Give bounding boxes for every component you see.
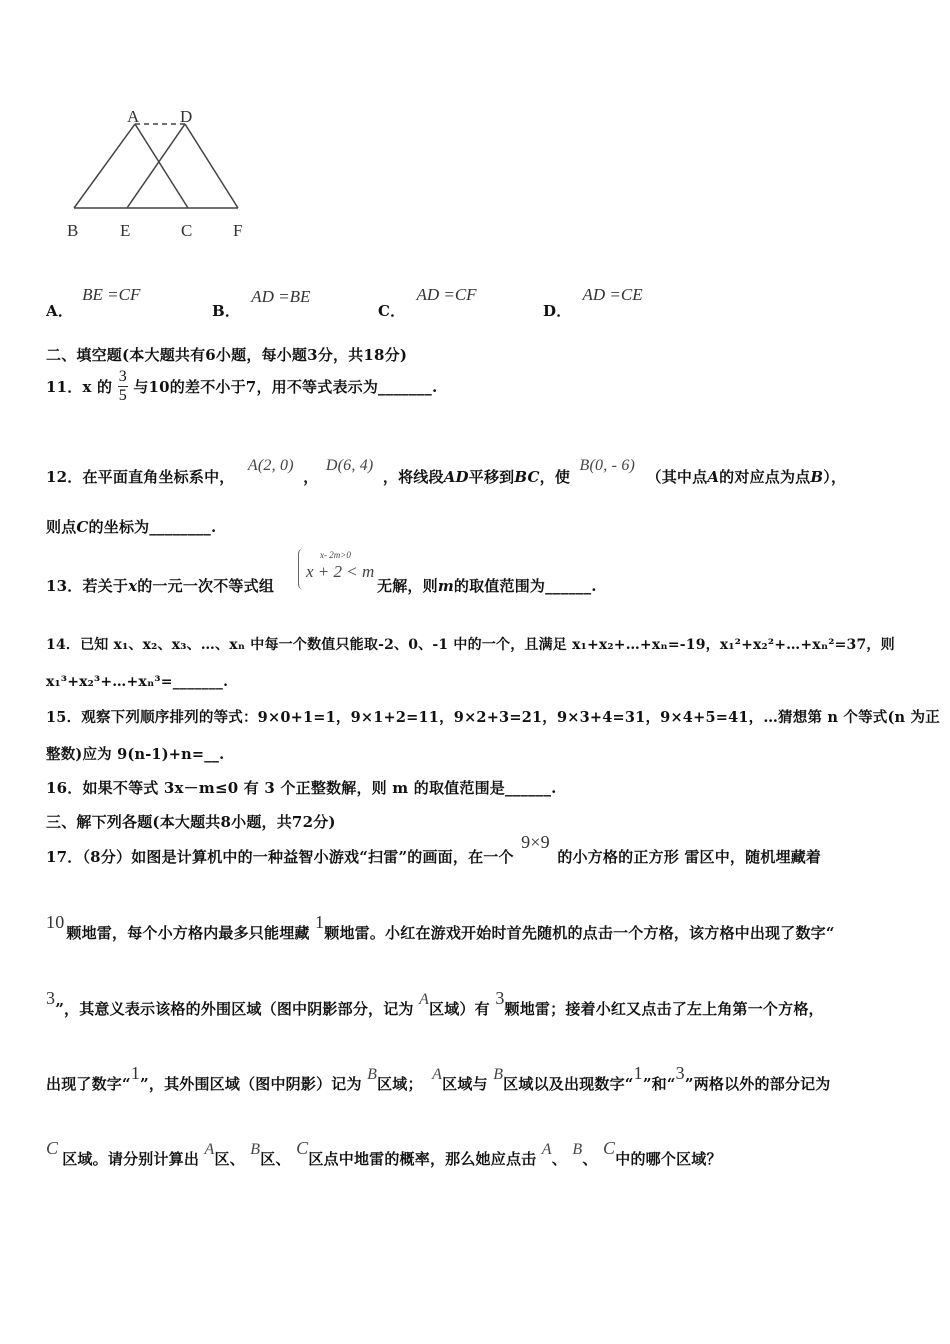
- q12-point-a: A(2, 0): [247, 457, 294, 474]
- q12-point-d: D(6, 4): [325, 457, 374, 474]
- q17-a-1: A: [419, 991, 430, 1008]
- question-14-line1: 14．已知 x₁、x₂、x₃、…、xₙ 中每一个数值只能取-2、0、-1 中的一个，且满足 x₁+x₂+…+xₙ=-19，x₁²+x₂²+…+xₙ²=37，则: [46, 637, 895, 653]
- option-c-letter: C．: [378, 302, 406, 320]
- q17-n1-b: 1: [130, 1063, 141, 1083]
- q12-bc: BC: [514, 468, 540, 486]
- q17-l5g: 中的哪个区域？: [615, 1150, 722, 1168]
- q13-system: [298, 548, 378, 596]
- q12-line2b: 的坐标为________.: [88, 518, 217, 536]
- section-3-title: 三、解下列各题(本大题共8小题，共72分): [46, 813, 336, 831]
- q17-a-3: A: [204, 1141, 215, 1158]
- option-a-letter: A．: [46, 302, 74, 320]
- q17-l2a: 颗地雷，每个小方格内最多只能埋藏: [66, 924, 310, 942]
- label-f: F: [233, 221, 243, 240]
- triangle-figure: [60, 100, 260, 250]
- q13-p2: 的一元一次不等式组: [137, 577, 275, 595]
- q11-fraction: [118, 368, 128, 405]
- q13-ineq1: x- 2m>0: [320, 550, 351, 560]
- q13-ineq2: x + 2 < m: [306, 562, 375, 581]
- question-15-line2: 整数)应为 9(n-1)+n=__.: [46, 746, 225, 763]
- q11-suffix: 与10的差不小于7，用不等式表示为_______.: [133, 378, 438, 396]
- q13-x: x: [128, 577, 138, 595]
- q13-p3: 无解，则: [377, 577, 438, 595]
- q17-l4b: ”，其外围区域（图中阴影）记为: [140, 1075, 362, 1093]
- question-17-line2: [46, 912, 835, 943]
- q17-n3-b: 3: [495, 988, 505, 1008]
- q12-p1: 12．在平面直角坐标系中，: [46, 468, 235, 486]
- q12-p3: 平移到: [468, 468, 515, 486]
- segment-ac: [135, 124, 188, 208]
- question-17-line5: [46, 1138, 722, 1169]
- q12-p6: 的对应点为点: [719, 468, 811, 486]
- option-d-expr: AD =CE: [582, 285, 643, 304]
- q12-line2a: 则点: [46, 518, 77, 536]
- section-2-title: 二、填空题(本大题共有6小题，每小题3分，共18分): [46, 346, 408, 364]
- option-b-letter: B．: [212, 302, 241, 320]
- q17-c-3: C: [603, 1138, 616, 1158]
- label-a: A: [127, 107, 140, 126]
- question-17-line3: [46, 988, 824, 1019]
- question-11: [46, 368, 437, 405]
- q17-b-4: B: [572, 1141, 583, 1158]
- option-a: [46, 284, 141, 320]
- option-b-expr: AD =BE: [251, 287, 311, 306]
- label-c: C: [181, 221, 193, 240]
- q17-c-1: C: [46, 1138, 59, 1158]
- q17-l5c: 区、: [260, 1150, 291, 1168]
- segment-de: [127, 124, 185, 208]
- option-a-expr: BE =CF: [82, 285, 141, 304]
- q17-n3-a: 3: [46, 988, 56, 1008]
- question-14-line2: x₁³+x₂³+…+xₙ³=_______.: [46, 674, 229, 690]
- q12-a: A: [707, 468, 720, 486]
- q12-b: B: [810, 468, 824, 486]
- option-c: [378, 284, 477, 320]
- q17-l5b: 区、: [214, 1150, 245, 1168]
- q17-b-3: B: [250, 1141, 261, 1158]
- q17-l3c: 颗地雷；接着小红又点击了左上角第一个方格，: [504, 1000, 824, 1018]
- q17-l4g: ”两格以外的部分记为: [684, 1075, 831, 1093]
- q17-l4a: 出现了数字“: [46, 1075, 131, 1093]
- q17-l3b: 区域）有: [429, 1000, 490, 1018]
- q11-denominator: 5: [118, 387, 127, 404]
- question-17-line1: [46, 832, 822, 867]
- q12-p5: （其中点: [646, 468, 708, 486]
- q12-p4: ，使: [539, 468, 571, 486]
- q11-numerator: 3: [118, 368, 127, 385]
- q17-l3a: ”，其意义表示该格的外围区域（图中阴影部分，记为: [55, 1000, 414, 1018]
- q17-a-2: A: [432, 1066, 443, 1083]
- q17-l4f: ”和“: [642, 1075, 676, 1093]
- segment-df: [185, 124, 238, 208]
- q13-brace: [298, 548, 305, 590]
- q17-l2b: 颗地雷。小红在游戏开始时首先随机的点击一个方格，该方格中出现了数字“: [324, 924, 835, 942]
- question-17-line4: [46, 1063, 831, 1094]
- label-b: B: [67, 221, 79, 240]
- q17-b-1: B: [367, 1066, 378, 1083]
- q13-m: m: [437, 577, 454, 595]
- q17-l4c: 区域；: [377, 1075, 423, 1093]
- option-d-letter: D．: [543, 302, 572, 320]
- q17-c-2: C: [296, 1138, 309, 1158]
- q11-prefix: 11．x 的: [46, 378, 113, 396]
- q17-n1-c: 1: [633, 1063, 643, 1083]
- q12-c: C: [76, 518, 89, 536]
- option-b: [212, 286, 311, 320]
- q12-sep: ，: [303, 468, 319, 486]
- q17-l4e: 区域以及出现数字“: [503, 1075, 634, 1093]
- q12-p7: ），: [823, 468, 847, 486]
- q17-l1a: 17．（8分）如图是计算机中的一种益智小游戏“扫雷”的画面，在一个: [46, 848, 514, 866]
- q17-l5e: 、: [551, 1150, 567, 1168]
- question-13-tail: [377, 575, 597, 596]
- label-e: E: [120, 221, 131, 240]
- q17-l5f: 、: [582, 1150, 598, 1168]
- question-16: 16．如果不等式 3x－m≤0 有 3 个正整数解，则 m 的取值范围是______.: [46, 779, 557, 797]
- q13-p1: 13．若关于: [46, 577, 129, 595]
- q17-n3-c: 3: [675, 1063, 685, 1083]
- option-c-expr: AD =CF: [416, 285, 477, 304]
- q13-p4: 的取值范围为______.: [453, 577, 597, 595]
- q17-l4d: 区域与: [442, 1075, 488, 1093]
- q17-n10: 10: [46, 912, 65, 932]
- question-13: [46, 575, 274, 596]
- q17-a-4: A: [541, 1141, 552, 1158]
- q17-l1b: 的小方格的正方形 雷区中，随机埋藏着: [557, 848, 822, 866]
- q17-l5d: 区点中地雷的概率，那么她应点击: [308, 1150, 537, 1168]
- option-d: [543, 284, 643, 320]
- q12-point-b: B(0, - 6): [579, 457, 636, 474]
- q17-l5a: 区域。请分别计算出: [62, 1150, 200, 1168]
- label-d: D: [180, 107, 193, 126]
- q12-ad: AD: [443, 468, 469, 486]
- question-12-line2: [46, 516, 216, 537]
- segment-ab: [74, 124, 135, 208]
- q17-b-2: B: [493, 1066, 504, 1083]
- q17-grid: 9×9: [521, 832, 550, 852]
- q12-p2: ，将线段: [382, 468, 444, 486]
- question-15-line1: 15．观察下列顺序排列的等式：9×0+1=1，9×1+2=11，9×2+3=21，9×3+4=31，9×4+5=41，…猜想第 n 个等式(n 为正: [46, 709, 940, 726]
- q17-n1: 1: [315, 912, 325, 932]
- question-12-line1: [46, 457, 847, 487]
